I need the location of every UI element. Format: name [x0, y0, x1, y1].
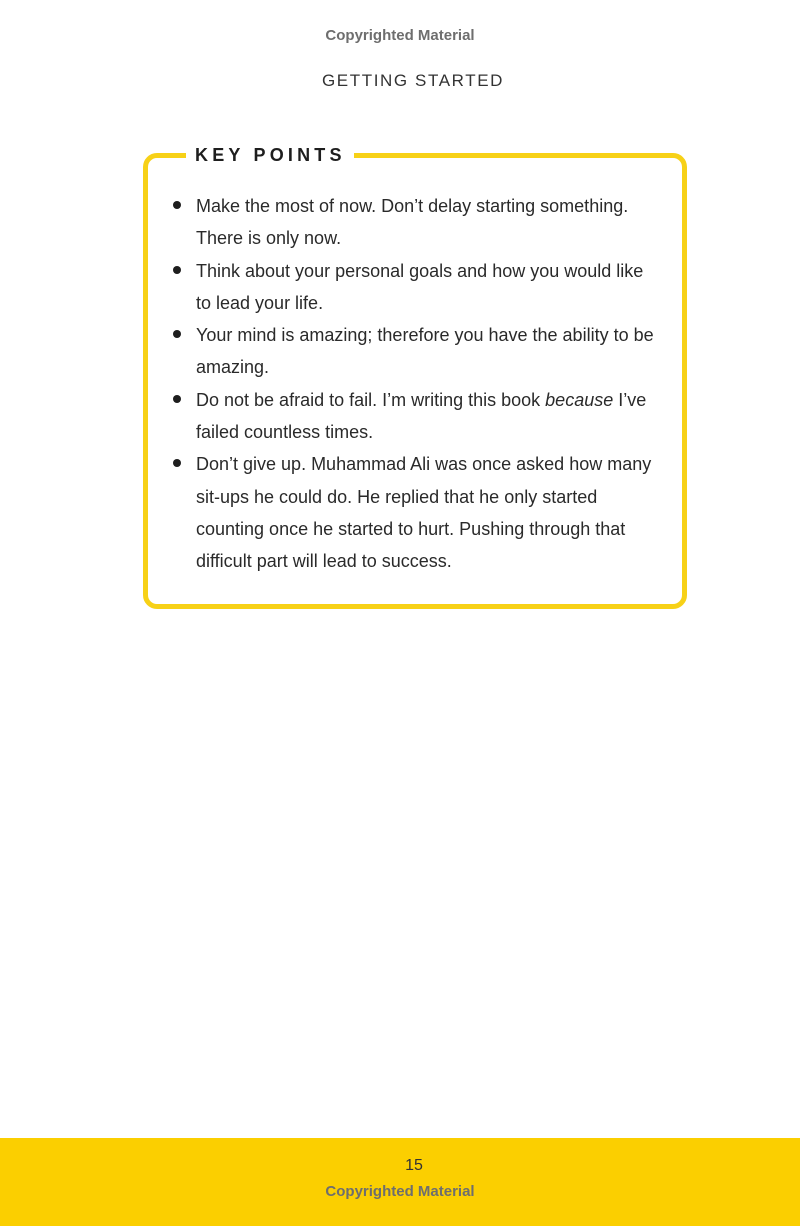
key-point-text: Your mind is amazing; therefore you have the ability to be amazing.	[196, 325, 654, 378]
key-points-title: KEY POINTS	[186, 142, 354, 168]
key-point-item	[172, 448, 662, 577]
footer-band	[0, 1138, 800, 1226]
copyright-watermark-bottom	[0, 1183, 800, 1200]
key-point-text: Do not be afraid to fail. I’m writing this book	[196, 389, 546, 410]
copyright-watermark-bottom-text: Copyrighted Material	[325, 1183, 475, 1200]
page-number: 15	[405, 1157, 423, 1174]
key-point-emphasis: because	[545, 389, 614, 410]
copyright-watermark-top-text: Copyrighted Material	[325, 27, 475, 44]
bullet-icon	[173, 395, 181, 403]
bullet-icon	[173, 266, 181, 274]
bullet-icon	[173, 459, 181, 467]
key-point-item	[172, 384, 662, 449]
key-point-text: Don’t give up. Muhammad Ali was once asked how many sit-ups he could do. He replied that he only started counting once he started to hurt. Pushing through that difficult part will lead to success.	[196, 454, 652, 572]
key-point-text-after: I’ve failed countless times.	[196, 389, 647, 443]
key-point-item	[172, 319, 662, 384]
key-point-text: Make the most of now. Don’t delay starting something. There is only now.	[196, 196, 629, 249]
key-point-item	[172, 255, 662, 320]
running-head: GETTING STARTED	[321, 71, 505, 90]
key-point-item	[172, 190, 662, 255]
bullet-icon	[173, 330, 181, 338]
key-points-list	[172, 190, 662, 578]
key-point-text: Think about your personal goals and how you would like to lead your life.	[196, 260, 644, 313]
bullet-icon	[173, 201, 181, 209]
copyright-watermark-top	[0, 27, 800, 44]
